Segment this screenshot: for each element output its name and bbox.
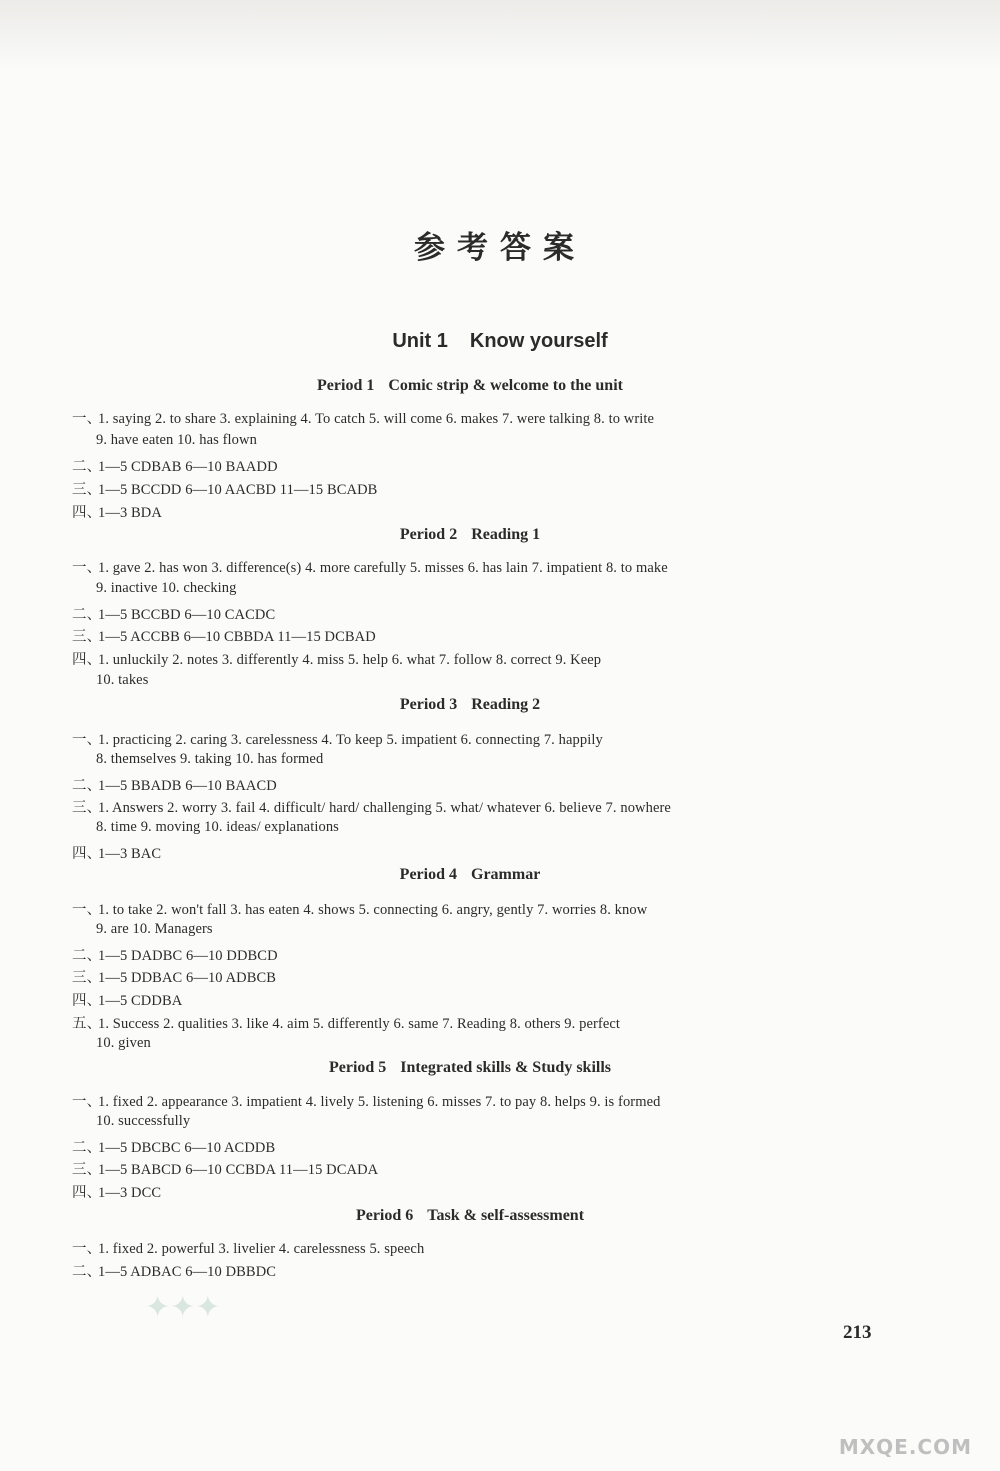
answer-line: 二、1—5 CDBAB 6—10 BAADD [72,459,278,475]
answer-line: 三、1—5 ACCBB 6—10 CBBDA 11—15 DCBAD [72,629,376,645]
answer-line: 四、1—3 BAC [72,846,162,862]
page-number: 213 [843,1322,872,1343]
answer-line: 二、1—5 ADBAC 6—10 DBBDC [72,1264,277,1280]
answer-line: 二、1—5 DADBC 6—10 DDBCD [72,948,278,964]
period-heading: Period 2 Reading 1 [399,526,541,543]
answer-line: 一、1. fixed 2. appearance 3. impatient 4. lively 5. listening 6. misses 7. to pay 8. helps 9. is formed [72,1094,661,1110]
answer-line: 二、1—5 BCCBD 6—10 CACDC [72,607,276,623]
period-heading: Period 4 Grammar [399,866,541,883]
answer-line: 四、1—3 DCC [72,1185,162,1201]
answer-line: 一、1. practicing 2. caring 3. carelessness 4. To keep 5. impatient 6. connecting 7. happily [72,732,603,748]
stamp-watermark: ✦✦✦ [145,1290,221,1325]
unit-name: Know yourself [469,330,608,352]
answer-line: 三、1. Answers 2. worry 3. fail 4. difficult/ hard/ challenging 5. what/ whatever 6. believe 7. nowhere [72,800,671,816]
period-heading: Period 1 Comic strip & welcome to the unit [317,377,623,394]
period-heading: Period 6 Task & self-assessment [355,1207,585,1224]
answer-line: 9. are 10. Managers [96,921,213,937]
answer-line: 一、1. to take 2. won't fall 3. has eaten 4. shows 5. connecting 6. angry, gently 7. worries 8. know [72,902,648,918]
answer-line: 四、1. unluckily 2. notes 3. differently 4. miss 5. help 6. what 7. follow 8. correct 9. Keep [72,652,602,668]
period-heading: Period 5 Integrated skills & Study skills [328,1059,612,1076]
answer-line: 二、1—5 DBCBC 6—10 ACDDB [72,1140,276,1156]
answer-line: 五、1. Success 2. qualities 3. like 4. aim 5. differently 6. same 7. Reading 8. others 9. perfect [72,1016,621,1032]
unit-title [0,330,1000,353]
answer-line: 三、1—5 DDBAC 6—10 ADBCB [72,970,277,986]
answer-line: 9. inactive 10. checking [96,580,237,596]
page-title: 参考答案 [414,230,586,266]
answer-line: 10. successfully [96,1113,191,1129]
answer-line: 一、1. saying 2. to share 3. explaining 4. To catch 5. will come 6. makes 7. were talking 8. to write [72,411,655,427]
answer-line: 8. themselves 9. taking 10. has formed [96,751,324,767]
period-heading: Period 3 Reading 2 [399,696,541,713]
unit-number: Unit 1 [392,330,448,352]
site-watermark: MXQE.COM [838,1435,972,1459]
answer-line: 四、1—5 CDDBA [72,993,183,1009]
answer-line: 三、1—5 BCCDD 6—10 AACBD 11—15 BCADB [72,482,378,498]
answer-line: 一、1. fixed 2. powerful 3. livelier 4. carelessness 5. speech [72,1241,425,1257]
page-top-shading [0,0,1000,70]
answer-line: 一、1. gave 2. has won 3. difference(s) 4. more carefully 5. misses 6. has lain 7. impatient 8. to make [72,560,668,576]
answer-line: 10. takes [96,672,149,688]
answer-line: 9. have eaten 10. has flown [96,432,257,448]
answer-line: 8. time 9. moving 10. ideas/ explanations [96,819,339,835]
answer-line: 四、1—3 BDA [72,505,162,521]
answer-line: 10. given [96,1035,151,1051]
answer-line: 三、1—5 BABCD 6—10 CCBDA 11—15 DCADA [72,1162,379,1178]
answer-line: 二、1—5 BBADB 6—10 BAACD [72,778,277,794]
